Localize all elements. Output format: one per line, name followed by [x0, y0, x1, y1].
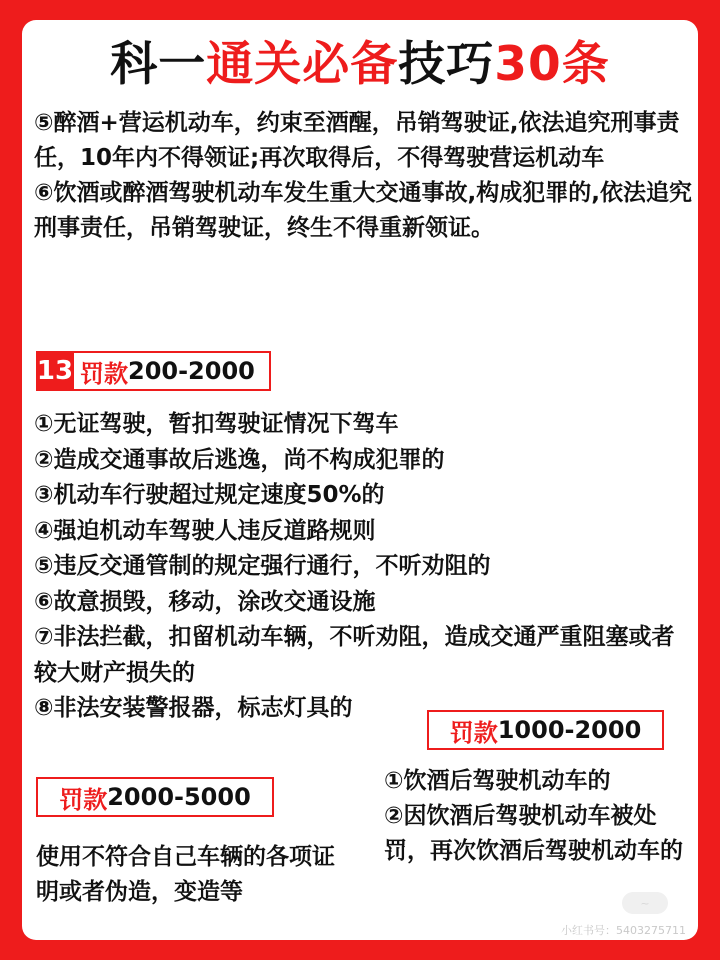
list-item: ⑤违反交通管制的规定强行通行，不听劝阻的	[34, 553, 491, 579]
list-item: ①饮酒后驾驶机动车的	[384, 768, 611, 794]
fine-1000-range: 1000-2000	[497, 716, 642, 744]
page-title	[22, 34, 698, 96]
intro-paragraphs	[34, 106, 694, 246]
list-item: ④强迫机动车驾驶人违反道路规则	[34, 517, 376, 544]
fine-label: 罚款	[80, 359, 128, 388]
list-item: ⑥故意损毁，移动，涂改交通设施	[34, 588, 376, 615]
title-part-4: 30条	[494, 37, 610, 92]
fine-2000-5000-box	[36, 777, 274, 817]
list-item: ③机动车行驶超过规定速度50%的	[34, 482, 385, 508]
title-part-3: 技巧	[398, 37, 495, 92]
fine-2000-range: 2000-5000	[107, 783, 251, 811]
section-number-badge: 13	[36, 351, 74, 391]
content-card	[22, 20, 698, 940]
fine-2000-text: 使用不符合自己车辆的各项证明或者伪造，变造等	[36, 844, 335, 905]
list-item: ⑦非法拦截，扣留机动车辆，不听劝阻，造成交通严重阻塞或者较大财产损失的	[34, 624, 675, 686]
fine-2000-label: 罚款	[59, 785, 108, 814]
section-13-list	[34, 407, 694, 727]
intro-item-6: ⑥饮酒或醉酒驾驶机动车发生重大交通事故,构成犯罪的,依法追究刑事责任，吊销驾驶证，终生不得重新领证。	[34, 180, 692, 241]
title-part-1: 科一	[110, 37, 207, 92]
section-13-header	[36, 351, 271, 391]
fine-1000-list	[384, 764, 684, 869]
fine-1000-2000-box	[427, 710, 664, 750]
intro-item-5: ⑤醉酒+营运机动车，约束至酒醒，吊销驾驶证,依法追究刑事责任，10年内不得领证;再次取得后，不得驾驶营运机动车	[34, 110, 680, 171]
fine-range: 200-2000	[128, 357, 255, 385]
section-13-fine	[74, 351, 271, 391]
title-part-2: 通关必备	[206, 37, 399, 92]
list-item: ②造成交通事故后逃逸，尚不构成犯罪的	[34, 446, 445, 473]
list-item: ②因饮酒后驾驶机动车被处罚，再次饮酒后驾驶机动车的	[384, 803, 683, 864]
watermark-logo: ~	[622, 892, 668, 914]
list-item: ①无证驾驶，暂扣驾驶证情况下驾车	[34, 411, 399, 437]
list-item: ⑧非法安装警报器，标志灯具的	[34, 695, 353, 721]
watermark-id: 小红书号：5403275711	[561, 924, 686, 937]
fine-1000-label: 罚款	[449, 718, 498, 747]
